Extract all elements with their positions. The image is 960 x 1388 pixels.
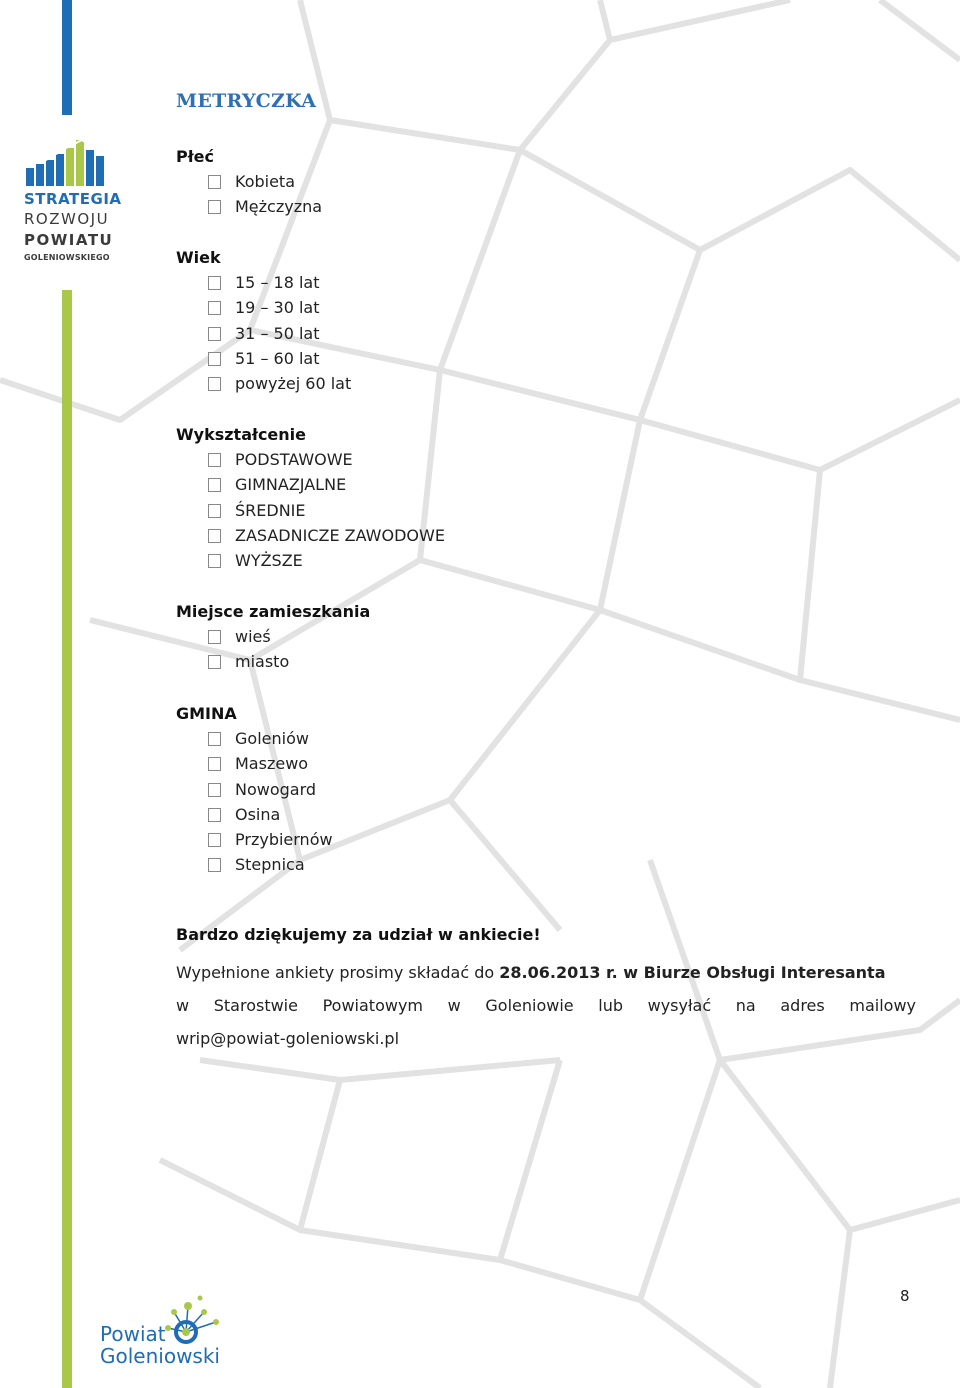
option-kobieta[interactable] bbox=[176, 169, 322, 194]
page-title: METRYCZKA bbox=[176, 90, 317, 112]
option-miasto[interactable] bbox=[176, 649, 370, 674]
email-address[interactable]: wrip@powiat-goleniowski.pl bbox=[176, 1029, 400, 1048]
option-label: 51 – 60 lat bbox=[235, 348, 320, 368]
option-label: Maszewo bbox=[235, 754, 309, 774]
checkbox[interactable] bbox=[208, 478, 221, 492]
thanks-text: Bardzo dziękujemy za udział w ankiecie! bbox=[176, 925, 541, 944]
option-label: ZASADNICZE ZAWODOWE bbox=[235, 525, 445, 545]
network-logo-icon bbox=[160, 1292, 224, 1352]
page-number: 8 bbox=[900, 1287, 910, 1305]
instructions-paragraph bbox=[176, 956, 916, 1055]
checkbox[interactable] bbox=[208, 858, 221, 872]
option-label: powyżej 60 lat bbox=[235, 374, 352, 394]
option-label: Nowogard bbox=[235, 779, 317, 799]
checkbox[interactable] bbox=[208, 833, 221, 847]
section-heading: Wiek bbox=[176, 248, 221, 267]
logo-text-goleniowskiego: GOLENIOWSKIEGO bbox=[24, 253, 110, 262]
checkbox[interactable] bbox=[208, 453, 221, 467]
option-maszewo[interactable] bbox=[176, 751, 333, 776]
blue-accent-bar bbox=[62, 0, 72, 115]
bar-chart-logo-icon bbox=[26, 140, 114, 186]
option-age-31-50[interactable] bbox=[176, 321, 351, 346]
green-accent-bar bbox=[62, 290, 72, 1388]
checkbox[interactable] bbox=[208, 200, 221, 214]
section-age bbox=[176, 245, 351, 396]
checkbox[interactable] bbox=[208, 655, 221, 669]
checkbox[interactable] bbox=[208, 529, 221, 543]
option-age-51-60[interactable] bbox=[176, 346, 351, 371]
checkbox[interactable] bbox=[208, 175, 221, 189]
checkbox[interactable] bbox=[208, 352, 221, 366]
checkbox[interactable] bbox=[208, 301, 221, 315]
instructions-line-2: w Starostwie Powiatowym w Goleniowie lub wysyłać na adres mailowy bbox=[176, 996, 916, 1015]
option-goleniow[interactable] bbox=[176, 726, 333, 751]
logo-text-strategia: STRATEGIA bbox=[24, 190, 122, 208]
section-residence bbox=[176, 599, 370, 675]
checkbox[interactable] bbox=[208, 554, 221, 568]
option-age-60-plus[interactable] bbox=[176, 371, 351, 396]
option-label: 31 – 50 lat bbox=[235, 323, 320, 343]
logo-text-powiatu: POWIATU bbox=[24, 231, 114, 249]
option-zasadnicze-zawodowe[interactable] bbox=[176, 523, 445, 548]
strategia-logo bbox=[20, 140, 120, 270]
section-heading: GMINA bbox=[176, 704, 237, 723]
powiat-goleniowski-logo bbox=[98, 1292, 228, 1372]
checkbox[interactable] bbox=[208, 783, 221, 797]
option-podstawowe[interactable] bbox=[176, 447, 445, 472]
option-label: ŚREDNIE bbox=[235, 500, 306, 520]
option-age-19-30[interactable] bbox=[176, 295, 351, 320]
option-label: Mężczyzna bbox=[235, 197, 323, 217]
option-label: WYŻSZE bbox=[235, 551, 303, 571]
section-heading: Płeć bbox=[176, 147, 214, 166]
section-gmina bbox=[176, 701, 333, 878]
option-label: Przybiernów bbox=[235, 830, 333, 850]
option-label: wieś bbox=[235, 627, 271, 646]
section-heading: Wykształcenie bbox=[176, 425, 306, 444]
option-przybiernow[interactable] bbox=[176, 827, 333, 852]
checkbox[interactable] bbox=[208, 377, 221, 391]
checkbox[interactable] bbox=[208, 630, 221, 644]
section-gender bbox=[176, 144, 322, 220]
option-label: Kobieta bbox=[235, 172, 296, 191]
option-wyzsze[interactable] bbox=[176, 548, 445, 573]
option-label: 19 – 30 lat bbox=[235, 298, 320, 318]
option-gimnazjalne[interactable] bbox=[176, 472, 445, 497]
instructions-line-1 bbox=[176, 956, 916, 989]
option-label: GIMNAZJALNE bbox=[235, 475, 347, 495]
option-mezczyzna[interactable] bbox=[176, 194, 322, 219]
option-stepnica[interactable] bbox=[176, 852, 333, 877]
checkbox[interactable] bbox=[208, 327, 221, 341]
option-label: miasto bbox=[235, 652, 290, 672]
section-heading: Miejsce zamieszkania bbox=[176, 602, 371, 621]
checkbox[interactable] bbox=[208, 504, 221, 518]
instructions-text: Wypełnione ankiety prosimy składać do bbox=[176, 963, 500, 982]
option-nowogard[interactable] bbox=[176, 777, 333, 802]
option-srednie[interactable] bbox=[176, 498, 445, 523]
deadline-text: 28.06.2013 r. w Biurze Obsługi Interesanta bbox=[499, 963, 886, 982]
logo-text-powiat: Powiat bbox=[100, 1322, 166, 1346]
section-education bbox=[176, 422, 445, 573]
option-label: PODSTAWOWE bbox=[235, 450, 353, 469]
checkbox[interactable] bbox=[208, 276, 221, 290]
option-label: Goleniów bbox=[235, 729, 309, 748]
option-age-15-18[interactable] bbox=[176, 270, 351, 295]
option-label: Stepnica bbox=[235, 855, 305, 875]
option-osina[interactable] bbox=[176, 802, 333, 827]
option-wies[interactable] bbox=[176, 624, 370, 649]
checkbox[interactable] bbox=[208, 732, 221, 746]
option-label: 15 – 18 lat bbox=[235, 273, 320, 292]
logo-text-goleniowski: Goleniowski bbox=[100, 1344, 220, 1368]
checkbox[interactable] bbox=[208, 757, 221, 771]
checkbox[interactable] bbox=[208, 808, 221, 822]
logo-text-rozwoju: ROZWOJU bbox=[24, 210, 110, 228]
option-label: Osina bbox=[235, 804, 281, 824]
